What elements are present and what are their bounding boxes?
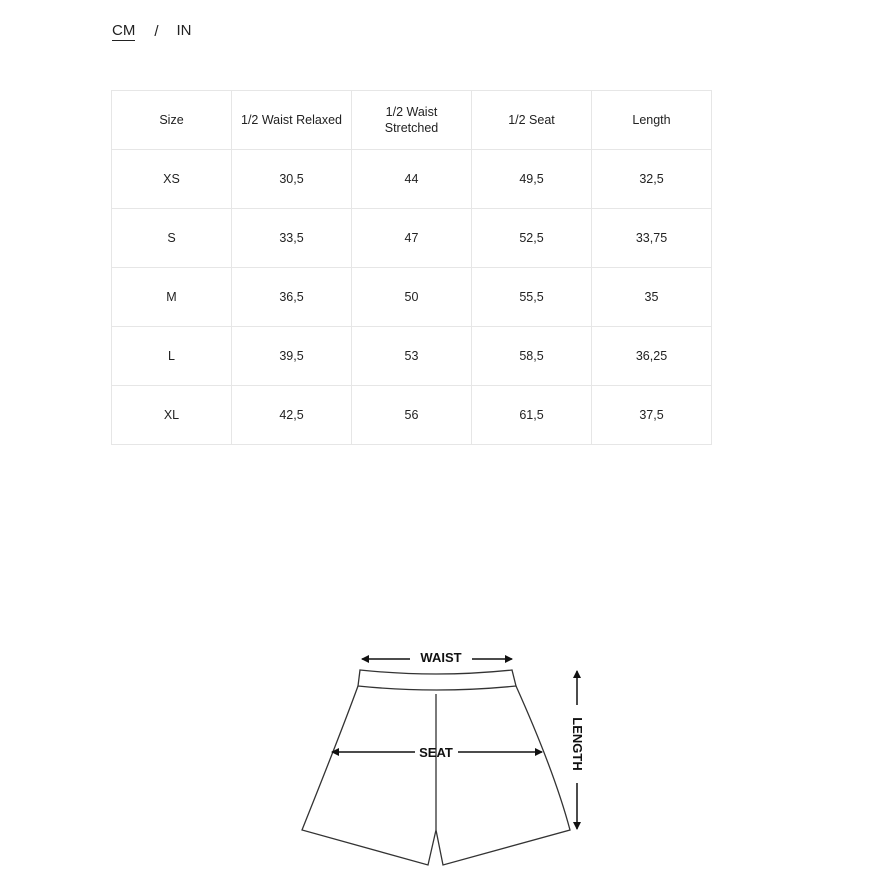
- header-seat: 1/2 Seat: [472, 91, 592, 150]
- cell-waist-stretched: 47: [352, 209, 472, 268]
- cell-size: L: [112, 327, 232, 386]
- cell-waist-relaxed: 30,5: [232, 150, 352, 209]
- cell-length: 35: [592, 268, 712, 327]
- header-length: Length: [592, 91, 712, 150]
- cell-length: 32,5: [592, 150, 712, 209]
- unit-toggle: [112, 20, 192, 42]
- cell-size: XL: [112, 386, 232, 445]
- cell-waist-stretched: 56: [352, 386, 472, 445]
- shorts-outline: [302, 670, 570, 865]
- header-waist-stretched: 1/2 Waist Stretched: [352, 91, 472, 150]
- cell-seat: 55,5: [472, 268, 592, 327]
- cell-seat: 61,5: [472, 386, 592, 445]
- cell-length: 36,25: [592, 327, 712, 386]
- cell-waist-relaxed: 39,5: [232, 327, 352, 386]
- cell-seat: 58,5: [472, 327, 592, 386]
- cell-waist-relaxed: 36,5: [232, 268, 352, 327]
- cell-length: 37,5: [592, 386, 712, 445]
- table-row: [112, 327, 712, 386]
- table-row: [112, 209, 712, 268]
- cell-seat: 49,5: [472, 150, 592, 209]
- length-label: LENGTH: [570, 717, 585, 771]
- cell-waist-stretched: 44: [352, 150, 472, 209]
- cell-size: XS: [112, 150, 232, 209]
- header-waist-relaxed: 1/2 Waist Relaxed: [232, 91, 352, 150]
- seat-label: SEAT: [419, 745, 453, 760]
- header-size: Size: [112, 91, 232, 150]
- unit-option-cm[interactable]: CM: [112, 21, 136, 39]
- unit-option-in[interactable]: IN: [176, 22, 192, 39]
- length-measure: [570, 671, 585, 829]
- table-row: [112, 150, 712, 209]
- table-row: [112, 386, 712, 445]
- cell-waist-relaxed: 42,5: [232, 386, 352, 445]
- cell-seat: 52,5: [472, 209, 592, 268]
- cell-length: 33,75: [592, 209, 712, 268]
- shorts-measurement-diagram: [290, 640, 600, 875]
- waist-label: WAIST: [420, 650, 462, 665]
- cell-waist-stretched: 53: [352, 327, 472, 386]
- size-chart-table: [111, 90, 712, 445]
- shorts-waistband: [358, 670, 516, 690]
- table-header-row: [112, 91, 712, 150]
- cell-size: M: [112, 268, 232, 327]
- unit-separator: /: [154, 22, 159, 40]
- cell-waist-stretched: 50: [352, 268, 472, 327]
- cell-waist-relaxed: 33,5: [232, 209, 352, 268]
- waist-measure: [362, 650, 512, 665]
- seat-measure: [332, 745, 542, 760]
- table-row: [112, 268, 712, 327]
- cell-size: S: [112, 209, 232, 268]
